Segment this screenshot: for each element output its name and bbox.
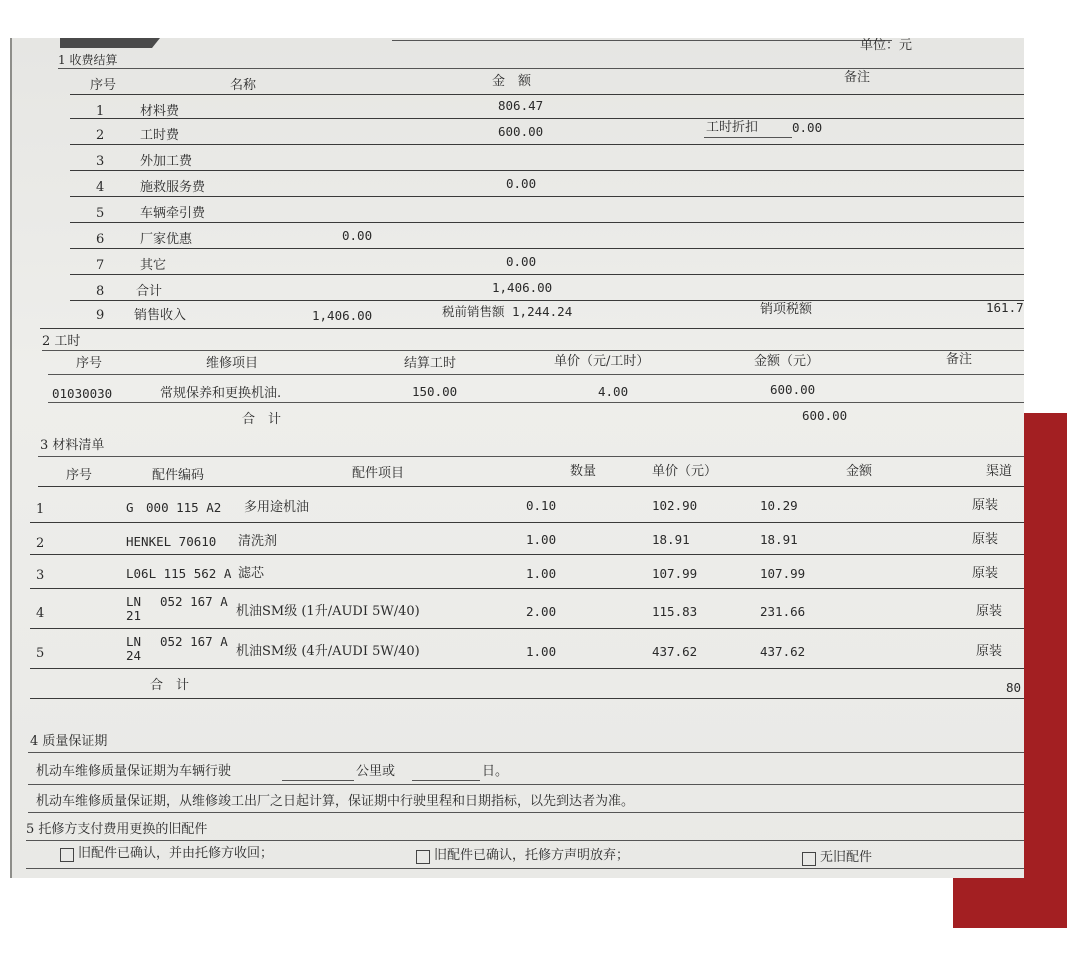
material-row-qty: 1.00 xyxy=(526,644,557,659)
s1-row-name: 合计 xyxy=(136,284,163,299)
material-row-code-line2: 21 xyxy=(126,608,142,623)
no-old-parts-label: 无旧配件 xyxy=(820,850,873,865)
header-rule xyxy=(392,40,892,41)
s1-row-no: 6 xyxy=(96,232,105,247)
s1-row-name: 厂家优惠 xyxy=(140,232,193,247)
rule xyxy=(70,170,1024,171)
material-row-amount: 107.99 xyxy=(760,566,806,581)
material-row-channel: 原装 xyxy=(976,604,1003,619)
output-tax-value: 161.7 xyxy=(986,300,1024,315)
material-row-channel: 原装 xyxy=(972,566,999,581)
material-row-amount: 437.62 xyxy=(760,644,806,659)
rule xyxy=(38,456,1024,457)
s2-header-price: 单价（元/工时） xyxy=(554,354,650,369)
labor-row-price: 4.00 xyxy=(598,384,629,399)
s3-header-item: 配件项目 xyxy=(352,466,405,481)
material-row-item: 多用途机油 xyxy=(244,500,310,515)
material-row-item: 清洗剂 xyxy=(238,534,278,549)
rule xyxy=(30,698,1024,699)
s1-header-note: 备注 xyxy=(844,70,871,85)
labor-discount-label: 工时折扣 xyxy=(706,120,759,135)
section4-title: 4 质量保证期 xyxy=(30,734,108,749)
rule xyxy=(38,486,1024,487)
material-row-price: 437.62 xyxy=(652,644,698,659)
s1-row-no: 3 xyxy=(96,154,105,169)
s3-header-qty: 数量 xyxy=(570,464,597,479)
rule xyxy=(70,94,1024,95)
rule xyxy=(48,402,1024,403)
rule xyxy=(30,588,1024,589)
s3-header-price: 单价（元） xyxy=(652,464,718,479)
s1-row-no: 1 xyxy=(96,104,105,119)
days-blank xyxy=(412,780,480,781)
material-row-code: HENKEL 70610 xyxy=(126,534,217,549)
material-row-item: 机油SM级 (1升/AUDI 5W/40) xyxy=(236,604,420,619)
s1-row-name: 材料费 xyxy=(140,104,180,119)
rule xyxy=(26,840,1024,841)
material-row-code-line2: 24 xyxy=(126,648,142,663)
material-row-channel: 原装 xyxy=(972,532,999,547)
s1-row-no: 5 xyxy=(96,206,105,221)
labor-row-no: 01030030 xyxy=(52,386,113,401)
s1-row-no: 8 xyxy=(96,284,105,299)
s3-header-channel: 渠道 xyxy=(986,464,1013,479)
rule xyxy=(28,812,1024,813)
s1-row-name: 车辆牵引费 xyxy=(140,206,206,221)
rule xyxy=(30,554,1024,555)
material-row-qty: 0.10 xyxy=(526,498,557,513)
warranty-text-1a: 机动车维修质量保证期为车辆行驶 xyxy=(36,764,232,779)
rule xyxy=(48,374,1024,375)
s1-row-name: 外加工费 xyxy=(140,154,193,169)
s1-row-name: 销售收入 xyxy=(134,308,187,323)
material-row-no: 3 xyxy=(36,568,45,583)
material-row-no: 2 xyxy=(36,536,45,551)
s1-row-no: 4 xyxy=(96,180,105,195)
sales-income-value: 1,406.00 xyxy=(312,308,373,323)
rule xyxy=(40,328,1024,329)
material-row-code: L06L 115 562 A xyxy=(126,566,232,581)
rule xyxy=(28,752,1024,753)
material-row-channel: 原装 xyxy=(976,644,1003,659)
material-row-code-line1: LN xyxy=(126,634,142,649)
s2-header-hours: 结算工时 xyxy=(404,356,457,371)
rule xyxy=(70,300,1024,301)
material-row-price: 18.91 xyxy=(652,532,690,547)
material-row-price: 102.90 xyxy=(652,498,698,513)
labor-discount-value: 0.00 xyxy=(792,120,823,135)
material-row-amount: 10.29 xyxy=(760,498,798,513)
material-row-code-line1: LN xyxy=(126,594,142,609)
old-parts-waived-label: 旧配件已确认，托修方声明放弃； xyxy=(434,848,630,863)
material-row-code-line1b: 052 167 A xyxy=(160,634,228,649)
mileage-blank xyxy=(282,780,354,781)
warranty-text-2: 机动车维修质量保证期，从维修竣工出厂之日起计算，保证期中行驶里程和日期指标，以先到达者为准。 xyxy=(36,794,635,809)
s1-row-no: 2 xyxy=(96,128,105,143)
old-parts-returned-checkbox[interactable] xyxy=(60,848,74,862)
s1-header-no: 序号 xyxy=(90,78,117,93)
material-row-channel: 原装 xyxy=(972,498,999,513)
rule xyxy=(26,868,1024,869)
section5-title: 5 托修方支付费用更换的旧配件 xyxy=(26,822,208,837)
s2-header-item: 维修项目 xyxy=(206,356,259,371)
s1-row-name: 其它 xyxy=(140,258,167,273)
material-row-qty: 2.00 xyxy=(526,604,557,619)
labor-row-item: 常规保养和更换机油. xyxy=(160,386,282,401)
warranty-text-1c: 日。 xyxy=(482,764,509,779)
output-tax-label: 销项税额 xyxy=(760,302,813,317)
rule xyxy=(70,196,1024,197)
s2-header-no: 序号 xyxy=(76,356,103,371)
rule xyxy=(70,118,1024,119)
s1-row-name: 工时费 xyxy=(140,128,180,143)
header-corner-mark xyxy=(60,38,160,48)
labor-total-value: 600.00 xyxy=(802,408,848,423)
section1-title: 1 收费结算 xyxy=(58,53,118,67)
material-row-item: 机油SM级 (4升/AUDI 5W/40) xyxy=(236,644,420,659)
rule xyxy=(70,274,1024,275)
material-row-no: 1 xyxy=(36,502,45,517)
rule xyxy=(70,222,1024,223)
material-row-amount: 18.91 xyxy=(760,532,798,547)
rule xyxy=(70,248,1024,249)
s2-header-amount: 金额（元） xyxy=(754,354,820,369)
s3-header-amount: 金额 xyxy=(846,464,873,479)
labor-total-label: 合 计 xyxy=(242,412,282,427)
material-row-qty: 1.00 xyxy=(526,532,557,547)
material-total-label: 合 计 xyxy=(150,678,190,693)
material-row-price: 107.99 xyxy=(652,566,698,581)
unit-label: 单位：元 xyxy=(860,38,913,53)
rule xyxy=(42,350,1024,351)
section3-title: 3 材料清单 xyxy=(40,438,105,453)
s1-row-mid-value: 0.00 xyxy=(342,228,373,243)
rule xyxy=(30,668,1024,669)
labor-row-amount: 600.00 xyxy=(770,382,816,397)
labor-row-hours: 150.00 xyxy=(412,384,458,399)
material-row-no: 5 xyxy=(36,646,45,661)
material-total-value: 80 xyxy=(1006,680,1022,695)
s3-header-no: 序号 xyxy=(66,468,93,483)
s1-row-no: 9 xyxy=(96,308,105,323)
s1-row-name: 施救服务费 xyxy=(140,180,206,195)
material-row-item: 滤芯 xyxy=(238,566,265,581)
s3-header-code: 配件编码 xyxy=(152,468,205,483)
s1-row-amount: 1,406.00 xyxy=(492,280,553,295)
rule xyxy=(30,628,1024,629)
pretax-sales-value: 税前销售额 1,244.24 xyxy=(442,304,573,319)
s2-header-note: 备注 xyxy=(946,352,973,367)
material-row-code: G 000 115 A2 xyxy=(126,500,222,515)
rule xyxy=(28,784,1024,785)
s1-row-amount: 0.00 xyxy=(506,254,537,269)
material-row-code-line1b: 052 167 A xyxy=(160,594,228,609)
warranty-text-1b: 公里或 xyxy=(356,764,396,779)
material-row-price: 115.83 xyxy=(652,604,698,619)
s1-row-amount: 806.47 xyxy=(498,98,544,113)
invoice-document-photo xyxy=(10,38,1024,878)
material-row-amount: 231.66 xyxy=(760,604,806,619)
section2-title: 2 工时 xyxy=(42,334,81,349)
s1-row-no: 7 xyxy=(96,258,105,273)
s1-header-amount: 金 额 xyxy=(492,74,532,89)
old-parts-returned-label: 旧配件已确认，并由托修方收回； xyxy=(78,846,274,861)
s1-row-amount: 0.00 xyxy=(506,176,537,191)
s1-row-amount: 600.00 xyxy=(498,124,544,139)
rule xyxy=(70,144,1024,145)
rule xyxy=(30,522,1024,523)
no-old-parts-checkbox[interactable] xyxy=(802,852,816,866)
old-parts-waived-checkbox[interactable] xyxy=(416,850,430,864)
s1-header-name: 名称 xyxy=(230,78,257,93)
material-row-no: 4 xyxy=(36,606,45,621)
rule xyxy=(704,137,792,138)
material-row-qty: 1.00 xyxy=(526,566,557,581)
rule xyxy=(58,68,1024,69)
